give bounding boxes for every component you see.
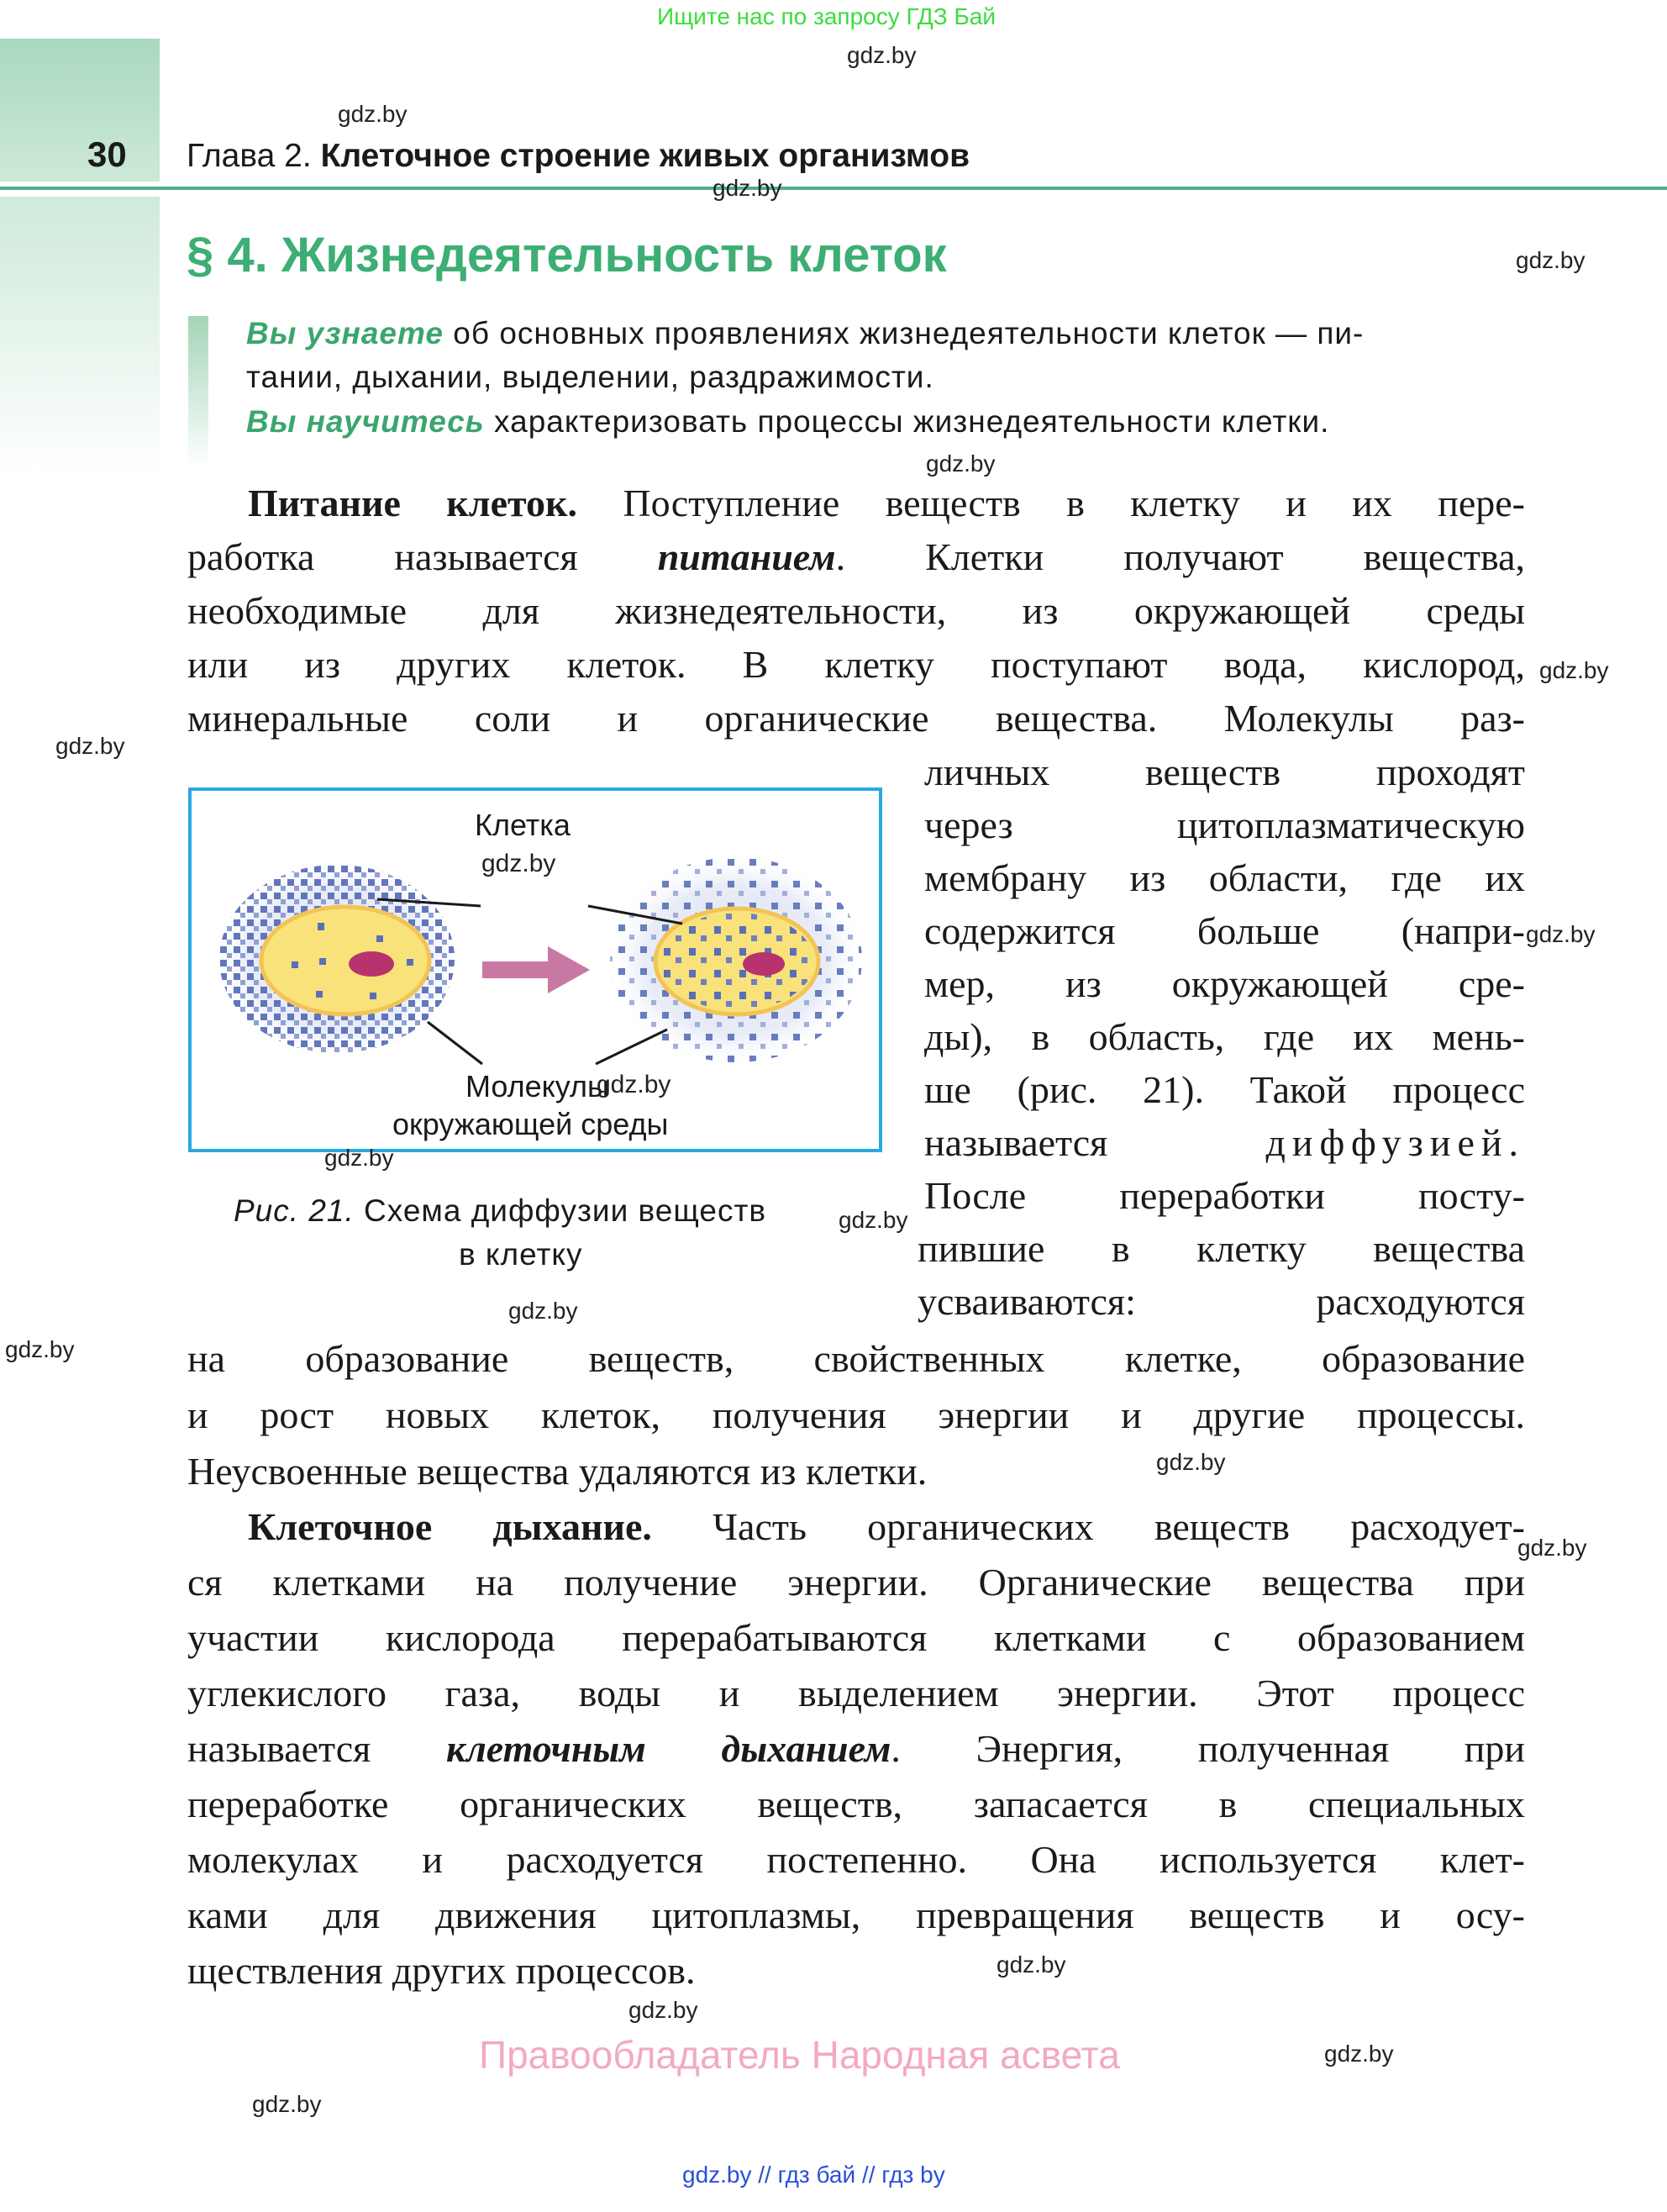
chapter-title: Клеточное строение живых организмов (320, 138, 970, 174)
nutrition-line-4: или из других клеток. В клетку поступают вода, кислород, (187, 643, 1525, 686)
caption-text: Схема диффузии веществ (354, 1193, 767, 1228)
watermark: gdz.by (508, 1298, 578, 1324)
rights-holder: Правообладатель Народная асвета (479, 2033, 1120, 2077)
learn-label: Вы узнаете (246, 316, 444, 350)
column-line (924, 1120, 1525, 1165)
respiration-line-6: переработке органических веществ, запасается в специальных (187, 1783, 1525, 1825)
label-molecules-1: Молекулы (465, 1069, 609, 1103)
column-line: мембрану из области, где их (924, 856, 1525, 899)
column-line: содержится больше (напри- (924, 909, 1525, 952)
watermark: gdz.by (1517, 1535, 1587, 1561)
nutrition-line-3: необходимые для жизнедеятельности, из окружающей среды (187, 589, 1525, 632)
column-line: пившие в клетку вещества (918, 1227, 1525, 1270)
section-title: § 4. Жизнедеятельность клеток (187, 228, 947, 282)
nutrition-after-3: Неусвоенные вещества удаляются из клетки. (187, 1450, 928, 1493)
margin-gradient (0, 197, 160, 474)
watermark: gdz.by (1526, 921, 1596, 947)
text: Часть органических веществ расходует- (651, 1505, 1525, 1548)
search-banner[interactable]: Ищите нас по запросу ГДЗ Бай (657, 3, 997, 29)
watermark: gdz.by (628, 1997, 698, 2023)
term-diffusion: диффузией. (1265, 1121, 1525, 1164)
watermark: gdz.by (338, 101, 408, 127)
term-cell-respiration: клеточным дыханием (445, 1727, 891, 1770)
chapter-prefix: Глава 2. (187, 138, 312, 174)
figure-caption-line-2: в клетку (459, 1237, 583, 1272)
column-line: После переработки посту- (924, 1174, 1525, 1217)
footer-links[interactable]: gdz.by // гдз бай // гдз by (682, 2162, 945, 2188)
respiration-line-3: участии кислорода перерабатываются клетками с образованием (187, 1616, 1525, 1659)
respiration-heading: Клеточное дыхание. (248, 1505, 652, 1548)
watermark: gdz.by (847, 42, 917, 68)
respiration-line-7: молекулах и расходуется постепенно. Она используется клет- (187, 1838, 1525, 1881)
respiration-line-9: ществления других процессов. (187, 1949, 696, 1992)
watermark: gdz.by (926, 450, 996, 477)
respiration-line-5 (187, 1726, 1525, 1771)
respiration-line-2: ся клетками на получение энергии. Органические вещества при (187, 1561, 1525, 1604)
intro-learn-line (246, 316, 1364, 351)
skill-label: Вы научитесь (246, 404, 485, 439)
column-line: усваиваются: расходуются (918, 1280, 1525, 1323)
caption-number: Рис. 21. (234, 1193, 355, 1228)
watermark: gdz.by (997, 1951, 1066, 1978)
learn-text: об основных проявлениях жизнедеятельности клеток — пи- (444, 316, 1365, 350)
label-cell: Клетка (475, 808, 571, 842)
watermark: gdz.by (1324, 2041, 1394, 2067)
respiration-line-1 (187, 1504, 1525, 1549)
text: работка называется (187, 535, 658, 578)
column-line: мер, из окружающей сре- (924, 962, 1525, 1005)
watermark: gdz.by (252, 2091, 322, 2117)
watermark: gdz.by (839, 1207, 908, 1233)
page-number-tab (0, 39, 160, 182)
nutrition-heading: Питание клеток. (248, 482, 577, 524)
watermark: gdz.by (597, 1071, 671, 1098)
text: называется (924, 1121, 1266, 1164)
watermark: gdz.by (1539, 657, 1609, 683)
watermark: gdz.by (713, 175, 782, 201)
text: Поступление веществ в клетку и их пере- (576, 482, 1525, 524)
nutrition-after-1: на образование веществ, свойственных клетке, образование (187, 1337, 1525, 1380)
header-divider (0, 187, 1667, 190)
figure-diffusion (188, 787, 882, 1152)
watermark: gdz.by (1516, 247, 1585, 273)
cell-before (211, 856, 463, 1061)
intro-skill-line (246, 404, 1329, 440)
column-line: личных веществ проходят (924, 750, 1525, 793)
chapter-heading (187, 138, 970, 175)
watermark: gdz.by (481, 850, 556, 877)
watermark: gdz.by (5, 1336, 75, 1362)
column-line: ше (рис. 21). Такой процесс (924, 1068, 1525, 1111)
text: . Клетки получают вещества, (835, 535, 1526, 578)
column-line: через цитоплазматическую (924, 803, 1525, 846)
text: . Энергия, полученная при (891, 1727, 1525, 1770)
skill-text: характеризовать процессы жизнедеятельности клетки. (484, 404, 1330, 439)
page-number: 30 (87, 134, 127, 174)
intro-learn-line-2: тании, дыхании, выделении, раздражимости. (246, 360, 934, 394)
watermark: gdz.by (324, 1145, 394, 1171)
respiration-line-8: ками для движения цитоплазмы, превращения веществ и осу- (187, 1893, 1525, 1936)
nutrition-line-1 (187, 481, 1525, 525)
nutrition-after-2: и рост новых клеток, получения энергии и другие процессы. (187, 1393, 1525, 1436)
term-nutrition: питанием (657, 535, 836, 578)
watermark: gdz.by (1156, 1449, 1226, 1475)
watermark: gdz.by (55, 733, 125, 759)
nutrition-line-2 (187, 535, 1525, 579)
figure-caption-line-1 (234, 1193, 766, 1229)
intro-accent-bar (188, 316, 208, 467)
text: называется (187, 1727, 446, 1770)
arrow-icon (482, 946, 590, 993)
cell-after (606, 852, 866, 1067)
nutrition-line-5: минеральные соли и органические вещества. Молекулы раз- (187, 697, 1525, 740)
column-line: ды), в область, где их мень- (924, 1015, 1525, 1058)
respiration-line-4: углекислого газа, воды и выделением энергии. Этот процесс (187, 1672, 1525, 1714)
label-molecules-2: окружающей среды (392, 1107, 669, 1141)
